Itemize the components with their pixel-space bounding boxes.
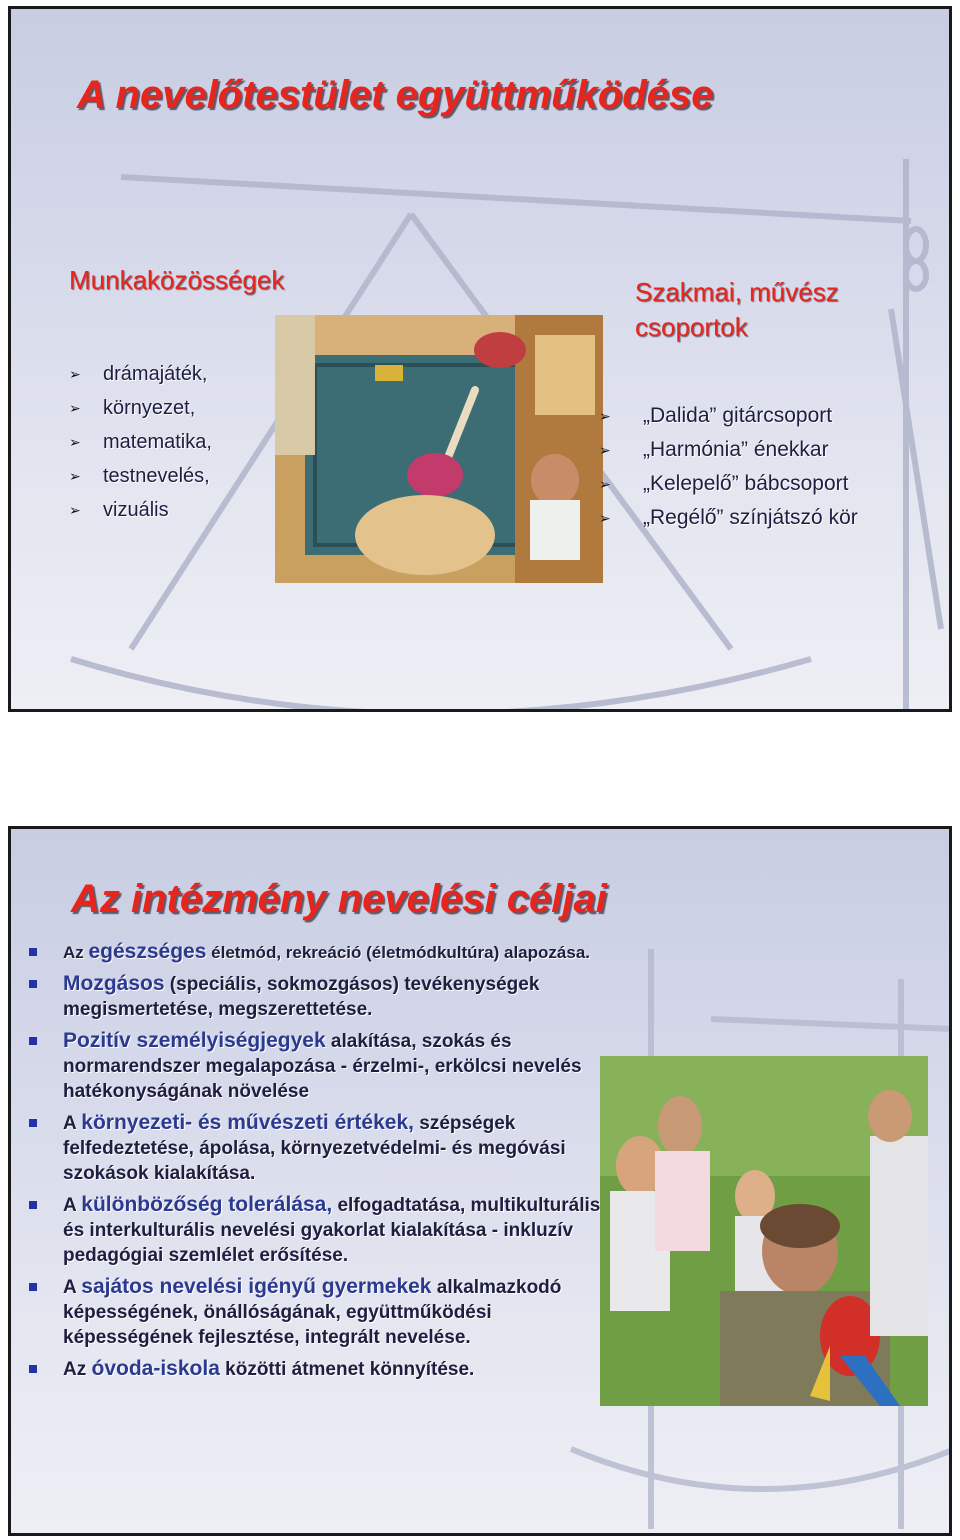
list-item-label: „Regélő” színjátszó kör [643,506,858,529]
bullet-prefix: Az [63,943,89,962]
slide-title: A nevelőtestület együttműködése [77,73,714,117]
bullet-text: életmód, rekreáció (életmódkultúra) alapozása. [206,943,590,962]
list-item [69,493,212,527]
arrow-bullet-icon: ➢ [599,476,611,492]
bullet-highlight: sajátos nevelési igényű gyermekek [81,1275,432,1298]
square-bullet-icon [29,1365,37,1373]
bullet-text: közötti átmenet könnyítése. [219,1359,475,1380]
parrot-photo [600,1056,928,1406]
arrow-bullet-icon: ➢ [599,442,611,458]
arrow-bullet-icon: ➢ [599,510,611,526]
list-item [599,501,919,535]
list-item [25,1274,605,1350]
square-bullet-icon [29,1283,37,1291]
bullet-highlight: környezeti- és művészeti értékek, [81,1111,414,1134]
arrow-bullet-icon: ➢ [69,468,81,484]
list-item [69,357,212,391]
list-item [25,1192,605,1268]
bullet-text: alkalmazkodó képességének, önállóságának, együttműködési képességének fejlesztése, integrált nevelése. [63,1277,562,1348]
list-item [599,467,919,501]
bullet-text: alakítása, szokás és normarendszer megalapozása - érzelmi-, erkölcsi nevelés hatékonyságának növelése [63,1031,582,1102]
list-item-label: matematika, [103,431,212,453]
square-bullet-icon [29,980,37,988]
list-item [599,433,919,467]
square-bullet-icon [29,1201,37,1209]
classroom-photo [275,315,603,583]
list-item-label: drámajáték, [103,363,208,385]
munkakozossegek-heading: Munkaközösségek [69,265,285,295]
list-item [69,425,212,459]
bullet-highlight: különbözőség tolerálása, [81,1193,333,1216]
list-item [599,399,919,433]
bullet-highlight: Mozgásos [63,972,165,995]
list-item-label: vizuális [103,499,169,521]
list-item-label: testnevelés, [103,465,210,487]
munkakozossegek-list [69,357,212,527]
bullet-prefix: A [63,1195,82,1216]
bullet-text: szépségek felfedeztetése, ápolása, környezetvédelmi- és megóvási szokások kialakítása. [63,1113,566,1184]
list-item-label: „Kelepelő” bábcsoport [643,472,849,495]
bullet-prefix: Az [63,1359,92,1380]
arrow-bullet-icon: ➢ [69,434,81,450]
square-bullet-icon [29,948,37,956]
list-item [25,939,605,965]
bullet-highlight: óvoda-iskola [91,1357,220,1380]
list-item [25,1110,605,1186]
list-item [25,1028,605,1104]
bullet-text: elfogadtatása, multikulturális és interkulturális nevelési gyakorlat kialakítása - inkluzív pedagógiai szemlélet erősítése. [63,1195,601,1266]
list-item-label: környezet, [103,397,196,419]
arrow-bullet-icon: ➢ [599,408,611,424]
nevelesi-celok-list [25,939,605,1388]
square-bullet-icon [29,1037,37,1045]
list-item [69,459,212,493]
slide-title: Az intézmény nevelési céljai [71,877,607,921]
square-bullet-icon [29,1119,37,1127]
list-item [69,391,212,425]
list-item-label: „Dalida” gitárcsoport [643,404,833,427]
list-item [25,1356,605,1382]
bullet-prefix: A [63,1277,82,1298]
bullet-highlight: Pozitív személyiségjegyek [63,1029,326,1052]
bullet-highlight: egészséges [88,940,207,963]
szakmai-csoportok-heading: Szakmai, művész csoportok [635,277,839,342]
arrow-bullet-icon: ➢ [69,502,81,518]
list-item [25,971,605,1022]
list-item-label: „Harmónia” énekkar [643,438,829,461]
szakmai-csoportok-list [599,399,919,535]
slide-1 [8,6,952,712]
arrow-bullet-icon: ➢ [69,366,81,382]
bullet-prefix: A [63,1113,82,1134]
arrow-bullet-icon: ➢ [69,400,81,416]
bullet-text: (speciális, sokmozgásos) tevékenységek megismertetése, megszerettetése. [63,974,540,1020]
